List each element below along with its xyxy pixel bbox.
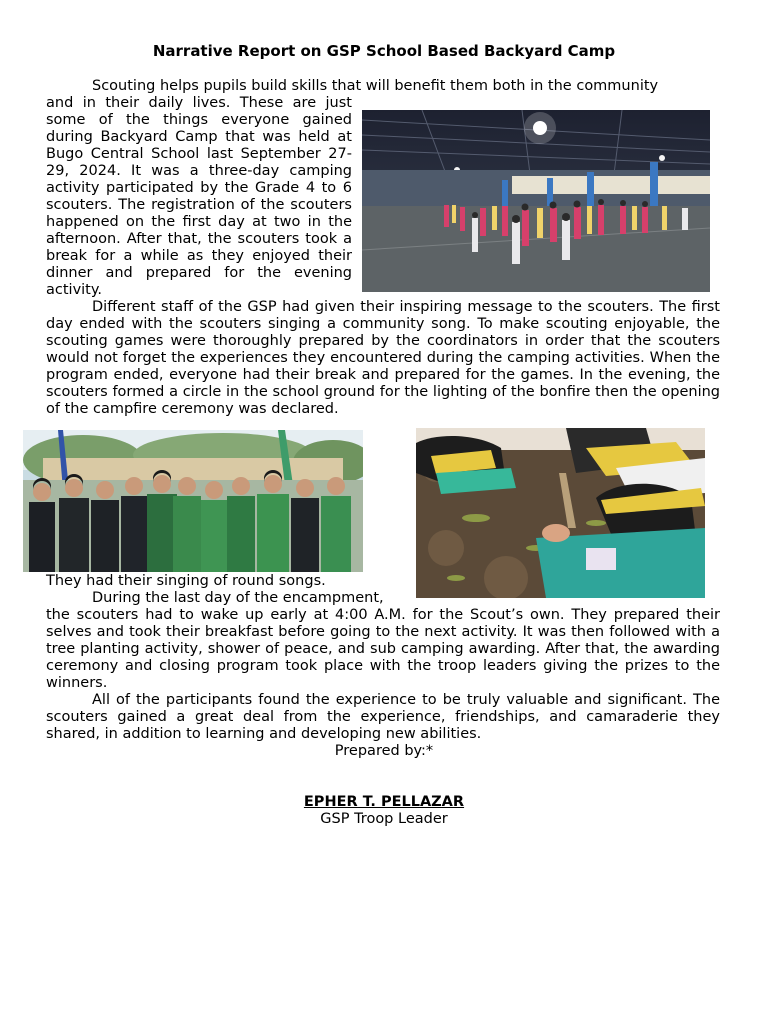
signatory-name: EPHER T. PELLAZAR — [303, 794, 465, 810]
photo-staff-group-graphic — [23, 430, 363, 572]
photo-tree-planting — [416, 428, 705, 598]
photo-gsp-staff-group — [23, 430, 363, 572]
paragraph-1-body: and in their daily lives. These are just some of the things everyone gained during Backyard Camp that was held at Bugo Central School last September 27-29, 2024. It was a three-day camping activity participated by the Grade 4 to 6 scouters. The registration of the scouters happened on the first day at two in the afternoon. After that, the scouters took a break for a while as they enjoyed their dinner and prepared for the evening activity. — [46, 95, 352, 298]
paragraph-3: They had their singing of round songs. — [46, 573, 326, 589]
paragraph-2: Different staff of the GSP had given their inspiring message to the scouters. The first day ended with the scouters singing a community song. To make scouting enjoyable, the scouting games were thoroughly prepared by the coordinators in order that the scouters would not forget the experiences they encountered during the camping activities. When the program ended, everyone had their break and prepared for the games. In the evening, the scouters formed a circle in the school ground for the lighting of the bonfire then the opening of the campfire ceremony was declared. — [46, 299, 720, 417]
paragraph-5: All of the participants found the experience to be truly valuable and significant. The scouters gained a great deal from the experience, friendships, and camaraderie they shared, in addition to learning and developing new abilities. — [46, 692, 720, 742]
photo-covered-court-registration — [362, 110, 710, 292]
photo-covered-court-graphic — [362, 110, 710, 292]
photo-tree-planting-graphic — [416, 428, 705, 598]
paragraph-1-first-line: Scouting helps pupils build skills that will benefit them both in the community — [92, 78, 659, 94]
report-title: Narrative Report on GSP School Based Backyard Camp — [152, 42, 616, 60]
paragraph-4-first-line: During the last day of the encampment, — [92, 590, 384, 606]
paragraph-4-body: the scouters had to wake up early at 4:00 A.M. for the Scout’s own. They prepared their selves and took their breakfast before going to the next activity. It was then followed with a tree planting activity, shower of peace, and sub camping awarding. After that, the awarding ceremony and closing program took place with the troop leaders giving the prizes to the winners. — [46, 607, 720, 691]
signatory-role: GSP Troop Leader — [320, 811, 448, 827]
prepared-by-label: Prepared by:* — [334, 743, 434, 759]
